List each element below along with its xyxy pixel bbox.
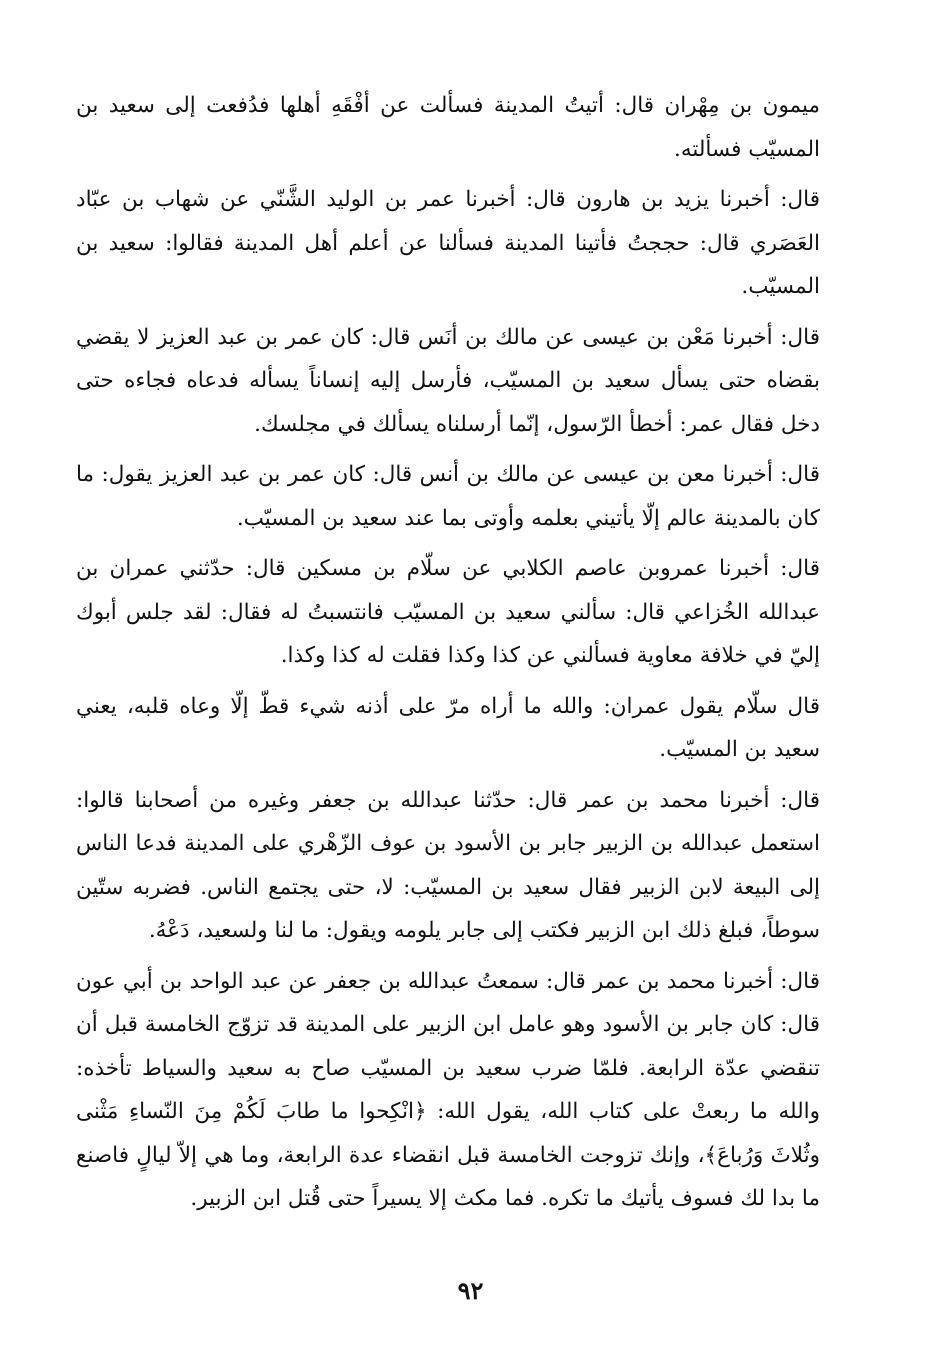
paragraph-3: قال: أخبرنا مَعْن بن عيسى عن مالك بن أنَس قال: كان عمر بن عبد العزيز لا يقضي بقضاه حتى يسأل سعيد بن المسيّب، فأرسل إليه إنساناً يسأله فدعاه فجاءه حتى دخل فقال عمر: أخطأ الرّسول، إنّما أرسلناه يسألك في مجلسك. <box>76 324 820 437</box>
page-number: ٩٢ <box>457 1276 484 1305</box>
paragraph-8: قال: أخبرنا محمد بن عمر قال: سمعتُ عبدالله بن جعفر عن عبد الواحد بن أبي عون قال: كان جابر بن الأسود وهو عامل ابن الزبير على المدينة قد تزوّج الخامسة قبل أن تنقضي عدّة الرابعة. فلمّا ضرب سعيد بن المسيّب صاح به سعيد والسياط تأخذه: والله ما ربعتْ على كتاب الله، يقول الله: ﴿انْكِحوا ما طابَ لَكُمْ مِنَ النّساءِ مَثْنى وثُلاثَ وَرُباعَ﴾، وإنك تزوجت الخامسة قبل انقضاء عدة الرابعة، وما هي إلاّ ليالٍ فاصنع ما بدا لك فسوف يأتيك ما تكره. فما مكث إلا يسيراً حتى قُتل ابن الزبير. <box>76 968 820 1211</box>
paragraph-1: ميمون بن مِهْران قال: أتيتُ المدينة فسألت عن أفْقَهِ أهلها فدُفعت إلى سعيد بن المسيّب فسألته. <box>76 93 820 162</box>
paragraph-5: قال: أخبرنا عمروبن عاصم الكلابي عن سلّام بن مسكين قال: حدّثني عمران بن عبدالله الخُزاعي قال: سألني سعيد بن المسيّب فانتسبتُ له فقال: لقد جلس أبوك إليّ في خلافة معاوية فسألني عن كذا وكذا فقلت له كذا وكذا. <box>76 556 820 668</box>
paragraph-7: قال: أخبرنا محمد بن عمر قال: حدّثنا عبدالله بن جعفر وغيره من أصحابنا قالوا: استعمل عبدالله بن الزبير جابر بن الأسود بن عوف الزّهْري على المدينة فدعا الناس إلى البيعة لابن الزبير فقال سعيد بن المسيّب: لا، حتى يجتمع الناس. فضربه ستّين سوطاً، فبلغ ذلك ابن الزبير فكتب إلى جابر يلومه ويقول: ما لنا ولسعيد، دَعْهُ. <box>76 787 820 943</box>
paragraph-4: قال: أخبرنا معن بن عيسى عن مالك بن أنس قال: كان عمر بن عبد العزيز يقول: ما كان بالمدينة عالم إلّا يأتيني بعلمه وأوتى بما عند سعيد بن المسيّب. <box>76 462 820 531</box>
paragraph-2: قال: أخبرنا يزيد بن هارون قال: أخبرنا عمر بن الوليد الشَّنّي عن شهاب بن عبّاد العَصَري قال: حججتُ فأتينا المدينة فسألنا عن أعلم أهل المدينة فقالوا: سعيد بن المسيّب. <box>76 187 820 299</box>
page-body <box>76 84 820 1228</box>
paragraph-6: قال سلّام يقول عمران: والله ما أراه مرّ على أذنه شيء قطّ إلّا وعاه قلبه، يعني سعيد بن المسيّب. <box>76 693 820 762</box>
